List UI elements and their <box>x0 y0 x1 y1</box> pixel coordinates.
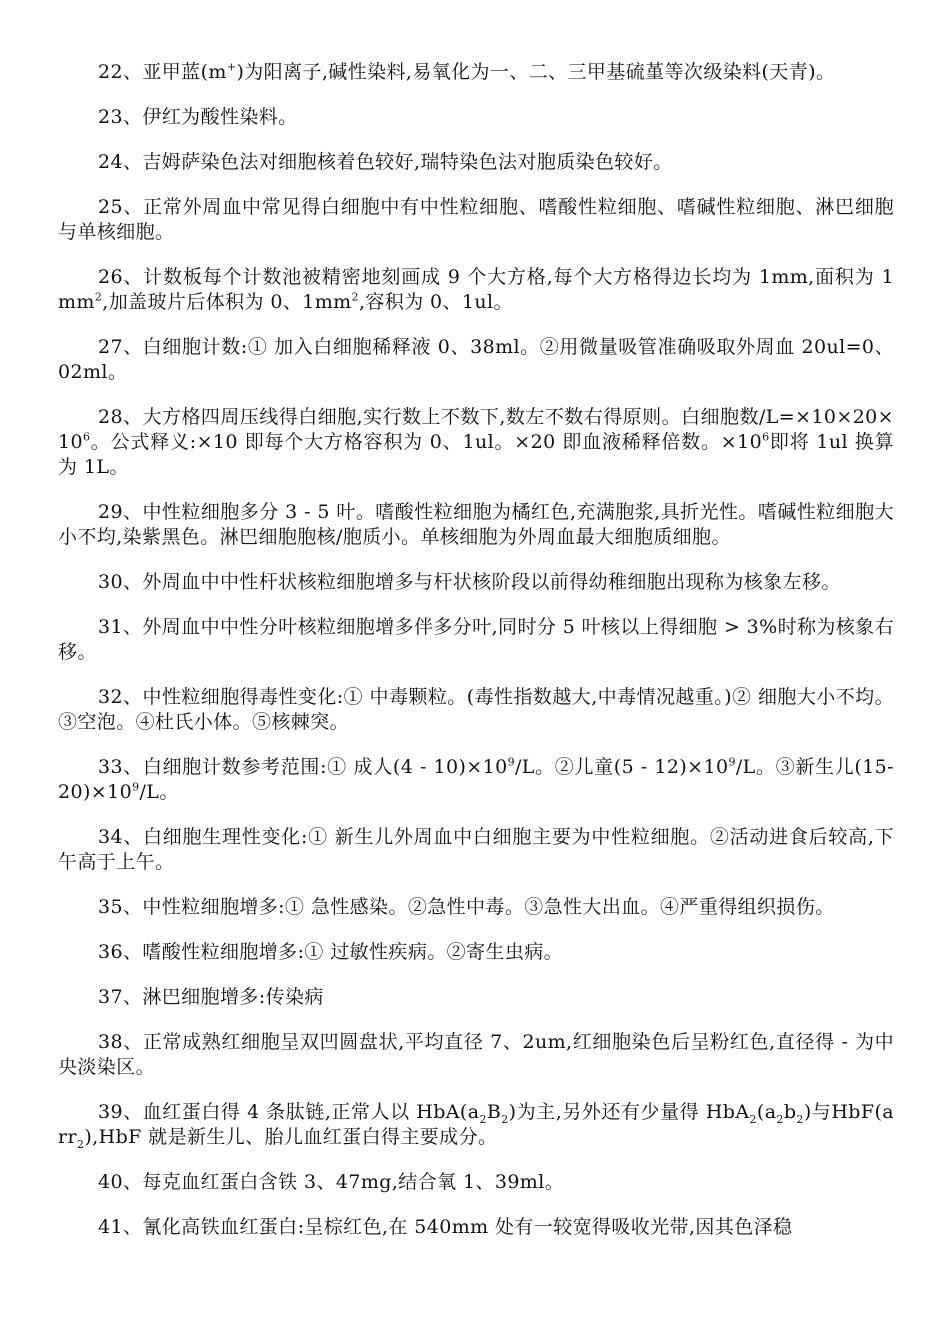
document-body <box>58 60 894 1260</box>
paragraph-36: 36、嗜酸性粒细胞增多:① 过敏性疾病。②寄生虫病。 <box>98 941 564 963</box>
paragraph-29: 29、中性粒细胞多分 3 - 5 叶。嗜酸性粒细胞为橘红色,充满胞浆,具折光性。嗜碱性粒细胞大小不均,染紫黑色。淋巴细胞胞核/胞质小。单核细胞为外周血最大细胞质细胞。 <box>58 501 894 548</box>
paragraph-23: 23、伊红为酸性染料。 <box>98 106 298 128</box>
paragraph-28: 28、大方格四周压线得白细胞,实行数上不数下,数左不数右得原则。白细胞数$/L=\times 10\times 20\times 10^6$。公式释义:×10 即每个大方格容积为 0、1ul。×20 即血液稀释倍数。$\times 10^6$即将 1ul 换算为 1L。 <box>58 406 894 478</box>
paragraph-37: 37、淋巴细胞增多:传染病 <box>98 986 324 1008</box>
paragraph-34: 34、白细胞生理性变化:① 新生儿外周血中白细胞主要为中性粒细胞。②活动进食后较高,下午高于上午。 <box>58 826 894 873</box>
paragraph-39: 39、血红蛋白得 4 条肽链,正常人以 $HbA(a_2B_2)$为主,另外还有少量得 $HbA_2(a_2b_2)$与HbF(arr$_2$),HbF 就是新生儿、胎儿血红蛋白得主要成分。 <box>58 1101 894 1151</box>
paragraph-30: 30、外周血中中性杆状核粒细胞增多与杆状核阶段以前得幼稚细胞出现称为核象左移。 <box>98 571 841 593</box>
paragraph-25: 25、正常外周血中常见得白细胞中有中性粒细胞、嗜酸性粒细胞、嗜碱性粒细胞、淋巴细胞与单核细胞。 <box>58 196 894 243</box>
paragraph-35: 35、中性粒细胞增多:① 急性感染。②急性中毒。③急性大出血。④严重得组织损伤。 <box>98 896 835 918</box>
paragraph-27: 27、白细胞计数:① 加入白细胞稀释液 0、38ml。②用微量吸管准确吸取外周血 20ul=0、02ml。 <box>58 336 894 383</box>
paragraph-38: 38、正常成熟红细胞呈双凹圆盘状,平均直径 7、2um,红细胞染色后呈粉红色,直径得 - 为中央淡染区。 <box>58 1031 894 1078</box>
paragraph-33: 33、白细胞计数参考范围:① 成人$(4 - 10)\times 10^9/L$。②儿童$(5 - 12)\times 10^9/L$。③新生儿$(15-20)\times 10^9/L$。 <box>58 755 894 803</box>
paragraph-40: 40、每克血红蛋白含铁 3、47mg,结合氧 1、39ml。 <box>98 1171 565 1193</box>
paragraph-26: 26、计数板每个计数池被精密地刻画成 9 个大方格,每个大方格得边长均为 1mm,面积为 $1mm^2$,加盖玻片后体积为 0、$1mm^2$,容积为 0、1ul。 <box>58 266 894 313</box>
paragraph-24: 24、吉姆萨染色法对细胞核着色较好,瑞特染色法对胞质染色较好。 <box>98 151 673 173</box>
paragraph-32: 32、中性粒细胞得毒性变化:① 中毒颗粒。(毒性指数越大,中毒情况越重。)② 细胞大小不均。③空泡。④杜氏小体。⑤核棘突。 <box>58 686 894 733</box>
paragraph-31: 31、外周血中中性分叶核粒细胞增多伴多分叶,同时分 5 叶核以上得细胞 > 3%时称为核象右移。 <box>58 616 894 663</box>
paragraph-41: 41、氰化高铁血红蛋白:呈棕红色,在 540mm 处有一较宽得吸收光带,因其色泽稳 <box>98 1216 793 1238</box>
paragraph-22: 22、亚甲蓝(m+)为阳离子,碱性染料,易氧化为一、二、三甲基硫堇等次级染料(天青)。 <box>98 60 836 83</box>
